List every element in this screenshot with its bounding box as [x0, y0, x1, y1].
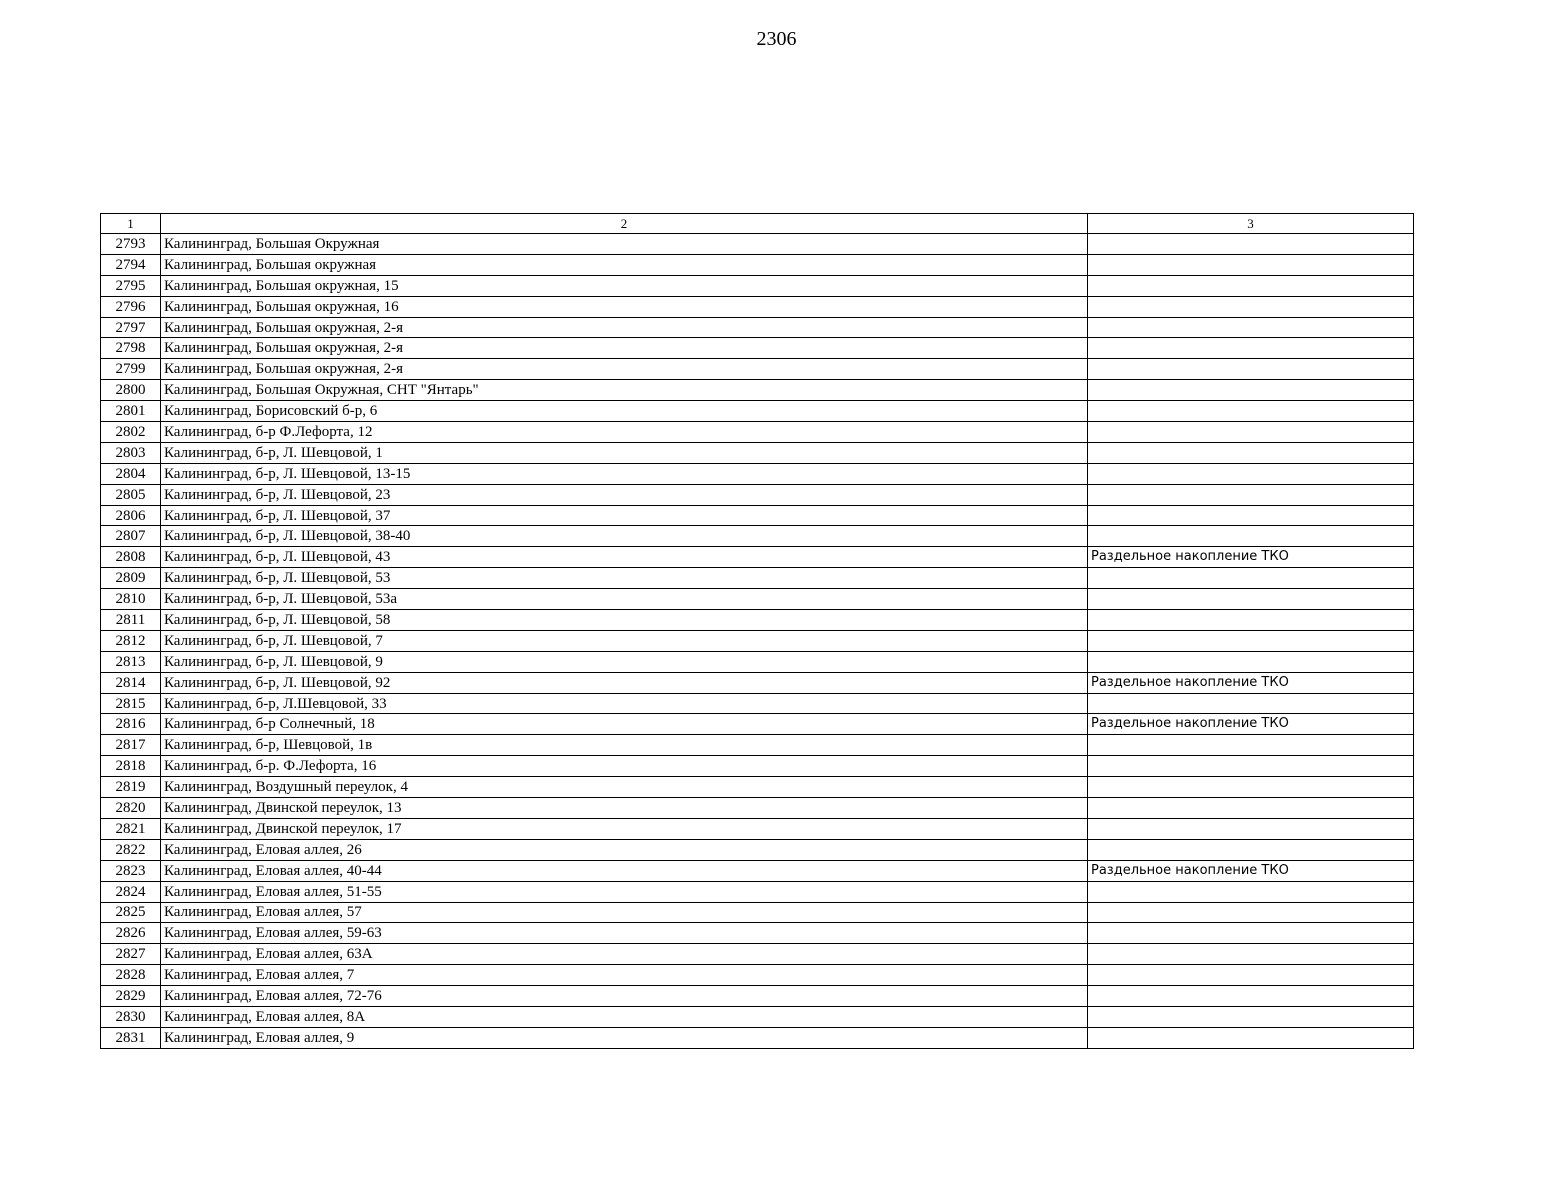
row-number-cell: 2794: [101, 254, 161, 275]
table-row: [101, 965, 1414, 986]
note-cell: [1088, 630, 1414, 651]
table-row: [101, 568, 1414, 589]
row-number-cell: 2813: [101, 651, 161, 672]
note-cell: [1088, 234, 1414, 255]
address-cell: Калининград, б-р, Л. Шевцовой, 43: [161, 547, 1088, 568]
table-row: [101, 735, 1414, 756]
row-number-cell: 2798: [101, 338, 161, 359]
address-cell: Калининград, б-р Ф.Лефорта, 12: [161, 422, 1088, 443]
address-cell: Калининград, б-р, Л. Шевцовой, 13-15: [161, 463, 1088, 484]
note-cell: [1088, 1006, 1414, 1027]
row-number-cell: 2809: [101, 568, 161, 589]
table-row: [101, 839, 1414, 860]
note-cell: [1088, 422, 1414, 443]
row-number-cell: 2822: [101, 839, 161, 860]
address-cell: Калининград, Еловая аллея, 57: [161, 902, 1088, 923]
address-cell: Калининград, б-р. Ф.Лефорта, 16: [161, 756, 1088, 777]
row-number-cell: 2802: [101, 422, 161, 443]
note-cell: [1088, 839, 1414, 860]
address-cell: Калининград, б-р Солнечный, 18: [161, 714, 1088, 735]
table-row: [101, 610, 1414, 631]
table-row: [101, 254, 1414, 275]
address-cell: Калининград, Еловая аллея, 9: [161, 1027, 1088, 1048]
table-row: [101, 526, 1414, 547]
row-number-cell: 2830: [101, 1006, 161, 1027]
note-cell: [1088, 463, 1414, 484]
table-row: [101, 798, 1414, 819]
address-cell: Калининград, б-р, Л. Шевцовой, 38-40: [161, 526, 1088, 547]
note-cell: [1088, 735, 1414, 756]
header-col-2: 2: [161, 214, 1088, 234]
table-row: [101, 338, 1414, 359]
table-row: [101, 317, 1414, 338]
row-number-cell: 2793: [101, 234, 161, 255]
table-row: [101, 422, 1414, 443]
note-cell: Раздельное накопление ТКО: [1088, 672, 1414, 693]
table-row: [101, 944, 1414, 965]
note-cell: [1088, 944, 1414, 965]
row-number-cell: 2823: [101, 860, 161, 881]
address-cell: Калининград, Большая Окружная: [161, 234, 1088, 255]
address-cell: Калининград, б-р, Л. Шевцовой, 92: [161, 672, 1088, 693]
table-row: [101, 672, 1414, 693]
note-cell: [1088, 965, 1414, 986]
table-row: [101, 589, 1414, 610]
note-cell: [1088, 651, 1414, 672]
row-number-cell: 2803: [101, 442, 161, 463]
note-cell: [1088, 1027, 1414, 1048]
row-number-cell: 2800: [101, 380, 161, 401]
address-cell: Калининград, Двинской переулок, 17: [161, 818, 1088, 839]
note-cell: [1088, 505, 1414, 526]
row-number-cell: 2829: [101, 986, 161, 1007]
table-row: [101, 630, 1414, 651]
row-number-cell: 2828: [101, 965, 161, 986]
row-number-cell: 2817: [101, 735, 161, 756]
row-number-cell: 2806: [101, 505, 161, 526]
address-cell: Калининград, Еловая аллея, 8А: [161, 1006, 1088, 1027]
note-cell: [1088, 923, 1414, 944]
table-row: [101, 923, 1414, 944]
page-number: 2306: [756, 28, 797, 50]
address-cell: Калининград, Еловая аллея, 40-44: [161, 860, 1088, 881]
header-col-1: 1: [101, 214, 161, 234]
address-cell: Калининград, Еловая аллея, 59-63: [161, 923, 1088, 944]
row-number-cell: 2797: [101, 317, 161, 338]
note-cell: [1088, 568, 1414, 589]
note-cell: [1088, 881, 1414, 902]
table-row: [101, 463, 1414, 484]
note-cell: Раздельное накопление ТКО: [1088, 860, 1414, 881]
address-cell: Калининград, Большая окружная, 2-я: [161, 338, 1088, 359]
row-number-cell: 2825: [101, 902, 161, 923]
table-row: [101, 818, 1414, 839]
table-row: [101, 714, 1414, 735]
table-row: [101, 902, 1414, 923]
table-row: [101, 1027, 1414, 1048]
address-cell: Калининград, б-р, Л. Шевцовой, 23: [161, 484, 1088, 505]
row-number-cell: 2818: [101, 756, 161, 777]
note-cell: [1088, 818, 1414, 839]
note-cell: [1088, 338, 1414, 359]
row-number-cell: 2807: [101, 526, 161, 547]
table-row: [101, 1006, 1414, 1027]
note-cell: [1088, 359, 1414, 380]
row-number-cell: 2814: [101, 672, 161, 693]
row-number-cell: 2827: [101, 944, 161, 965]
row-number-cell: 2824: [101, 881, 161, 902]
row-number-cell: 2811: [101, 610, 161, 631]
note-cell: [1088, 777, 1414, 798]
row-number-cell: 2815: [101, 693, 161, 714]
address-cell: Калининград, Большая окружная, 16: [161, 296, 1088, 317]
table-row: [101, 986, 1414, 1007]
address-cell: Калининград, Воздушный переулок, 4: [161, 777, 1088, 798]
address-cell: Калининград, Большая окружная, 2-я: [161, 359, 1088, 380]
address-cell: Калининград, Большая окружная: [161, 254, 1088, 275]
row-number-cell: 2819: [101, 777, 161, 798]
row-number-cell: 2808: [101, 547, 161, 568]
address-cell: Калининград, Большая окружная, 2-я: [161, 317, 1088, 338]
address-cell: Калининград, б-р, Л.Шевцовой, 33: [161, 693, 1088, 714]
table-row: [101, 860, 1414, 881]
note-cell: [1088, 902, 1414, 923]
header-row: [101, 214, 1414, 234]
table-row: [101, 505, 1414, 526]
note-cell: [1088, 589, 1414, 610]
address-cell: Калининград, Большая Окружная, СНТ "Янтарь": [161, 380, 1088, 401]
row-number-cell: 2821: [101, 818, 161, 839]
table-row: [101, 380, 1414, 401]
table-row: [101, 547, 1414, 568]
table-row: [101, 651, 1414, 672]
note-cell: [1088, 693, 1414, 714]
note-cell: [1088, 254, 1414, 275]
note-cell: [1088, 798, 1414, 819]
address-cell: Калининград, б-р, Л. Шевцовой, 53а: [161, 589, 1088, 610]
address-cell: Калининград, Еловая аллея, 72-76: [161, 986, 1088, 1007]
row-number-cell: 2810: [101, 589, 161, 610]
row-number-cell: 2804: [101, 463, 161, 484]
address-cell: Калининград, б-р, Шевцовой, 1в: [161, 735, 1088, 756]
row-number-cell: 2799: [101, 359, 161, 380]
row-number-cell: 2826: [101, 923, 161, 944]
row-number-cell: 2801: [101, 401, 161, 422]
address-cell: Калининград, б-р, Л. Шевцовой, 53: [161, 568, 1088, 589]
row-number-cell: 2812: [101, 630, 161, 651]
note-cell: [1088, 275, 1414, 296]
table-row: [101, 296, 1414, 317]
address-cell: Калининград, Двинской переулок, 13: [161, 798, 1088, 819]
note-cell: [1088, 756, 1414, 777]
row-number-cell: 2831: [101, 1027, 161, 1048]
address-cell: Калининград, б-р, Л. Шевцовой, 7: [161, 630, 1088, 651]
address-cell: Калининград, б-р, Л. Шевцовой, 37: [161, 505, 1088, 526]
address-cell: Калининград, Еловая аллея, 51-55: [161, 881, 1088, 902]
table-row: [101, 484, 1414, 505]
table-row: [101, 234, 1414, 255]
note-cell: [1088, 526, 1414, 547]
note-cell: Раздельное накопление ТКО: [1088, 714, 1414, 735]
row-number-cell: 2820: [101, 798, 161, 819]
address-table: [100, 213, 1414, 1049]
table-row: [101, 777, 1414, 798]
note-cell: Раздельное накопление ТКО: [1088, 547, 1414, 568]
address-cell: Калининград, б-р, Л. Шевцовой, 58: [161, 610, 1088, 631]
table-row: [101, 442, 1414, 463]
note-cell: [1088, 401, 1414, 422]
address-cell: Калининград, Еловая аллея, 7: [161, 965, 1088, 986]
table-row: [101, 881, 1414, 902]
note-cell: [1088, 442, 1414, 463]
address-cell: Калининград, Еловая аллея, 26: [161, 839, 1088, 860]
table-row: [101, 401, 1414, 422]
address-cell: Калининград, Большая окружная, 15: [161, 275, 1088, 296]
note-cell: [1088, 986, 1414, 1007]
note-cell: [1088, 296, 1414, 317]
row-number-cell: 2816: [101, 714, 161, 735]
table-row: [101, 359, 1414, 380]
note-cell: [1088, 380, 1414, 401]
row-number-cell: 2805: [101, 484, 161, 505]
address-cell: Калининград, Борисовский б-р, 6: [161, 401, 1088, 422]
table-row: [101, 693, 1414, 714]
note-cell: [1088, 484, 1414, 505]
note-cell: [1088, 610, 1414, 631]
address-cell: Калининград, Еловая аллея, 63А: [161, 944, 1088, 965]
address-cell: Калининград, б-р, Л. Шевцовой, 9: [161, 651, 1088, 672]
table-row: [101, 275, 1414, 296]
table-row: [101, 756, 1414, 777]
row-number-cell: 2795: [101, 275, 161, 296]
address-cell: Калининград, б-р, Л. Шевцовой, 1: [161, 442, 1088, 463]
row-number-cell: 2796: [101, 296, 161, 317]
header-col-3: 3: [1088, 214, 1414, 234]
note-cell: [1088, 317, 1414, 338]
